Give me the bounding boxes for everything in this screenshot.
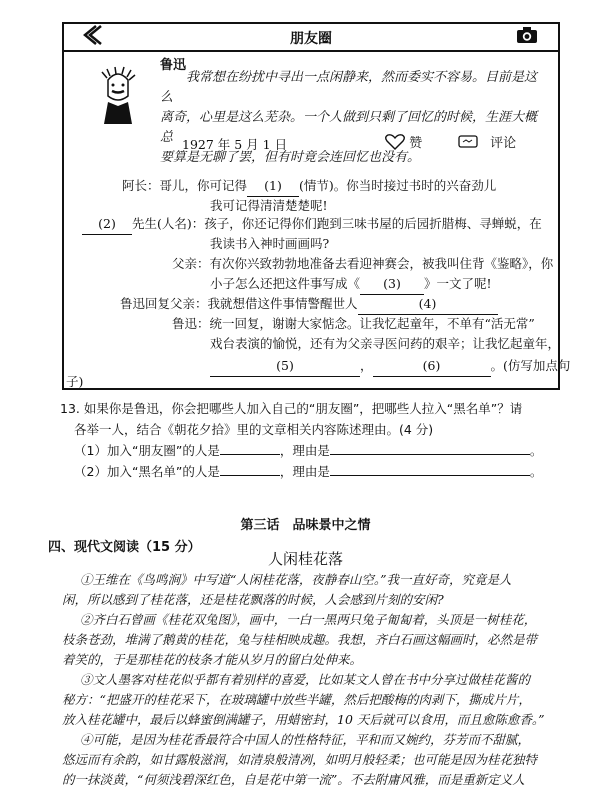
comment-c <box>172 254 553 274</box>
comment-text: 小子怎么还把这件事写成《 <box>210 276 361 291</box>
comment-e-line4: 子) <box>66 374 84 389</box>
comment-button[interactable] <box>458 132 516 151</box>
article-title: 人闲桂花落 <box>267 550 343 568</box>
answer-blank[interactable] <box>330 475 530 476</box>
comment-c-line2 <box>210 274 492 295</box>
part-title: 四、现代文阅读（15 分） <box>48 540 201 555</box>
moments-title: 朋友圈 <box>290 31 332 47</box>
blank-4: (4) <box>358 294 498 315</box>
comment-text: 孩子，你还记得你们跑到三味书屋的后园折腊梅、寻蝉蜕，在 <box>204 216 542 231</box>
comment-text: 》一文了呢! <box>424 276 492 291</box>
comment-text: 哥儿，你可记得 <box>159 178 248 193</box>
camera-icon[interactable] <box>516 26 538 44</box>
comment-speaker: 鲁迅回复父亲： <box>120 296 208 311</box>
moments-topbar <box>62 22 560 52</box>
post-date: 1927 年 5 月 1 日 <box>182 137 288 152</box>
article-line: ①王维在《鸟鸣涧》中写道“人闲桂花落，夜静春山空。”我一直好奇，究竟是人 <box>80 572 512 587</box>
comment-icon <box>458 136 478 151</box>
article-line: 秘方：“把盛开的桂花采下，在玻璃罐中放些半罐，然后把酸梅的肉剥下，撕成片片， <box>62 692 531 707</box>
article-line: 着笑的，于是那桂花的枝条才能从岁月的留白处伸来。 <box>62 652 363 667</box>
comment-b <box>82 214 542 235</box>
like-button[interactable] <box>385 132 422 151</box>
comment-b-line2: 我读书入神时画画吗? <box>210 236 330 251</box>
blank-5: (5) <box>210 356 360 377</box>
answer-line-2 <box>60 461 570 482</box>
post-line: 离奇，心里是这么芜杂。一个人做到只剩了回忆的时候，生涯大概总 <box>160 110 538 145</box>
comment-text: 有次你兴致勃勃地准备去看迎神赛会，被我叫住背《鉴略》，你 <box>209 256 554 271</box>
comment-e-line2: 戏台表演的愉悦，还有为父亲寻医问药的艰辛；让我忆起童年， <box>210 336 561 351</box>
article-body <box>62 570 567 790</box>
comment-speaker: 阿长： <box>122 178 160 193</box>
blank-3: (3) <box>360 274 424 295</box>
answer-label: （2）加入“黑名单”的人是 <box>74 464 220 479</box>
article-line: 悠远而有余韵，如甘露般滋润，如清泉般清冽，如明月般轻柔；也可能是因为桂花独特 <box>62 752 538 767</box>
avatar <box>98 66 138 124</box>
comment-e <box>172 314 535 334</box>
article-line: ②齐白石曾画《桂花双兔图》，画中，一白一黑两只兔子匍匐着，头顶是一树桂花， <box>80 612 537 627</box>
comment-text: 统一回复，谢谢大家惦念。让我忆起童年，不单有“活无常” <box>209 316 535 331</box>
comment-text: 。(仿写加点句 <box>490 358 571 373</box>
article-line: 闲，所以感到了桂花落，还是桂花飘落的时候，人会感到片刻的安闲? <box>62 592 444 607</box>
author-name: 鲁迅 <box>160 58 187 73</box>
blank-2: (2) <box>82 214 132 235</box>
comment-text: 我就想借这件事情警醒世人 <box>207 296 358 311</box>
comment-e-line3: (5) ， (6) 。(仿写加点句 <box>210 356 570 377</box>
comment-label: 评论 <box>490 136 517 151</box>
article-line: ④可能，是因为桂花香最符合中国人的性格特征，平和而又婉约，芬芳而不甜腻， <box>80 732 531 747</box>
post-line: 要算是无聊了罢，但有时竟会连回忆也没有。 <box>160 150 421 165</box>
like-label: 赞 <box>409 136 423 151</box>
article-line: 的一抹淡黄，“何须浅碧深红色，自是花中第一流”。不去附庸风雅，而是重新定义人 <box>62 772 525 787</box>
post-text <box>160 68 545 168</box>
blank-1: (1) <box>247 176 299 197</box>
post-line: 我常想在纷扰中寻出一点闲静来，然而委实不容易。目前是这么 <box>160 70 538 105</box>
answer-blank[interactable] <box>220 475 280 476</box>
article-line: 枝条苍劲，堆满了鹅黄的桂花，兔与桂相映成趣。我想，齐白石画这幅画时，必然是带 <box>62 632 538 647</box>
answer-blank[interactable] <box>330 454 530 455</box>
heart-icon <box>385 136 405 151</box>
comment-a-line2: 我可记得清清楚楚呢! <box>210 198 328 213</box>
question-line: 各举一人，结合《朝花夕拾》里的文章相关内容陈述理由。(4 分) <box>74 422 434 437</box>
comment-speaker: 鲁迅： <box>172 316 210 331</box>
question-13 <box>60 398 570 482</box>
section-title: 第三话 品味景中之情 <box>240 518 371 533</box>
blank-6: (6) <box>373 356 491 377</box>
question-line: 13. 如果你是鲁迅，你会把哪些人加入自己的“朋友圈”，把哪些人拉入“黑名单”？请 <box>60 401 523 416</box>
article-line: 放入桂花罐中，最后以蜂蜜倒满罐子，用蜡密封，10 天后就可以食用，而且愈陈愈香。” <box>62 712 545 727</box>
answer-end: 。 <box>529 443 543 458</box>
comment-d <box>120 294 498 315</box>
answer-blank[interactable] <box>220 454 280 455</box>
comment-a <box>122 176 496 197</box>
answer-label: ，理由是 <box>279 443 330 458</box>
answer-label: （1）加入“朋友圈”的人是 <box>74 443 220 458</box>
answer-end: 。 <box>529 464 543 479</box>
article-line: ③文人墨客对桂花似乎都有着别样的喜爱，比如某文人曾在书中分享过做桂花酱的 <box>80 672 531 687</box>
answer-label: ，理由是 <box>279 464 330 479</box>
comment-text: (情节)。你当时接过书时的兴奋劲儿 <box>299 178 497 193</box>
answer-line-1 <box>60 440 570 461</box>
comment-speaker: 父亲： <box>172 256 210 271</box>
comment-speaker: 先生(人名)： <box>132 216 205 231</box>
